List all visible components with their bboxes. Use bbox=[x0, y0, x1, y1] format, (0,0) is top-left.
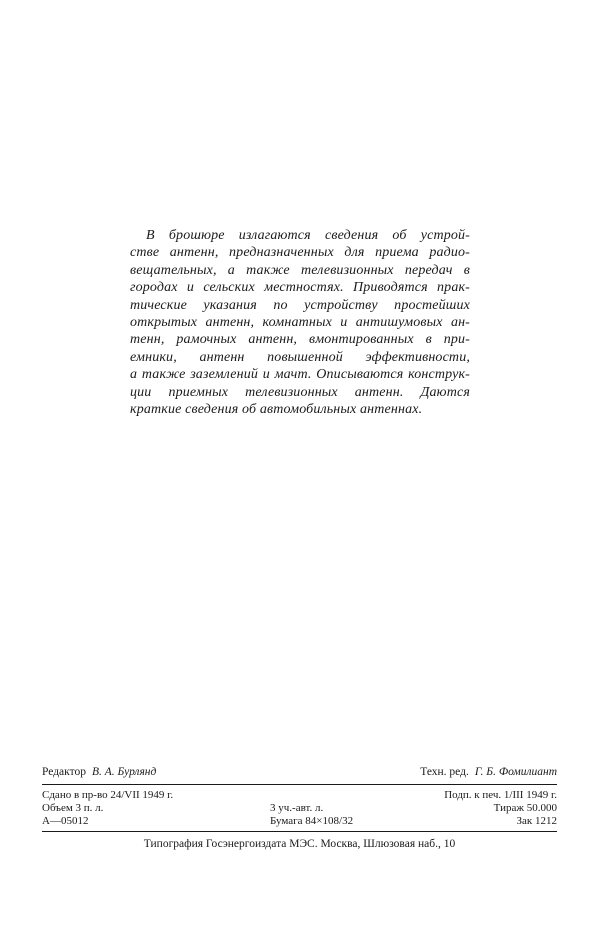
abstract-line: В брошюре излагаются сведения об устрой- bbox=[146, 228, 470, 243]
bottom-divider bbox=[42, 831, 557, 832]
abstract-line: городах и сельских местностях. Приводятся прак- bbox=[130, 280, 470, 296]
abstract-line: емники, антенн повышенной эффективности, bbox=[130, 349, 470, 365]
abstract-line: краткие сведения об автомобильных антеннах. bbox=[130, 402, 423, 418]
abstract-line: тические указания по устройству простейших bbox=[130, 297, 470, 313]
order-number: Зак 1212 bbox=[516, 815, 557, 827]
imprint-middle bbox=[270, 802, 353, 828]
volume-info: Объем 3 п. л. bbox=[42, 802, 104, 814]
editor-credit bbox=[42, 766, 156, 778]
imprint-block bbox=[42, 789, 557, 831]
abstract-text bbox=[130, 227, 470, 418]
submitted-date: Сдано в пр-во 24/VII 1949 г. bbox=[42, 789, 174, 801]
top-divider bbox=[42, 784, 557, 785]
abstract-line: тенн, рамочных антенн, вмонтированных в при- bbox=[130, 332, 470, 348]
editor-label: Редактор bbox=[42, 766, 86, 778]
credits-row bbox=[42, 766, 557, 782]
editor-name: В. А. Бурлянд bbox=[91, 766, 157, 778]
tech-editor-label: Техн. ред. bbox=[420, 766, 469, 778]
abstract-line: вещательных, а также телевизионных передач в bbox=[130, 262, 470, 278]
imprint-right bbox=[444, 789, 557, 828]
tech-editor-credit bbox=[420, 766, 557, 778]
paper-format: Бумага 84×108/32 bbox=[270, 815, 354, 827]
censor-code: А—05012 bbox=[42, 815, 89, 827]
abstract-line: открытых антенн, комнатных и антишумовых ан- bbox=[130, 315, 470, 331]
abstract-line: ции приемных телевизионных антенн. Даются bbox=[130, 384, 470, 400]
printer-line: Типография Госэнергоиздата МЭС. Москва, Шлюзовая наб., 10 bbox=[143, 838, 456, 850]
signed-date: Подп. к печ. 1/III 1949 г. bbox=[444, 789, 557, 801]
abstract-line: а также заземлений и мачт. Описываются конструк- bbox=[130, 367, 470, 383]
author-sheets: 3 уч.-авт. л. bbox=[270, 802, 324, 814]
abstract-line: стве антенн, предназначенных для приема радио- bbox=[130, 245, 470, 261]
tech-editor-name: Г. Б. Фомилиант bbox=[474, 766, 557, 778]
imprint-left bbox=[42, 789, 173, 828]
print-run: Тираж 50.000 bbox=[493, 802, 557, 814]
colophon bbox=[42, 766, 557, 850]
